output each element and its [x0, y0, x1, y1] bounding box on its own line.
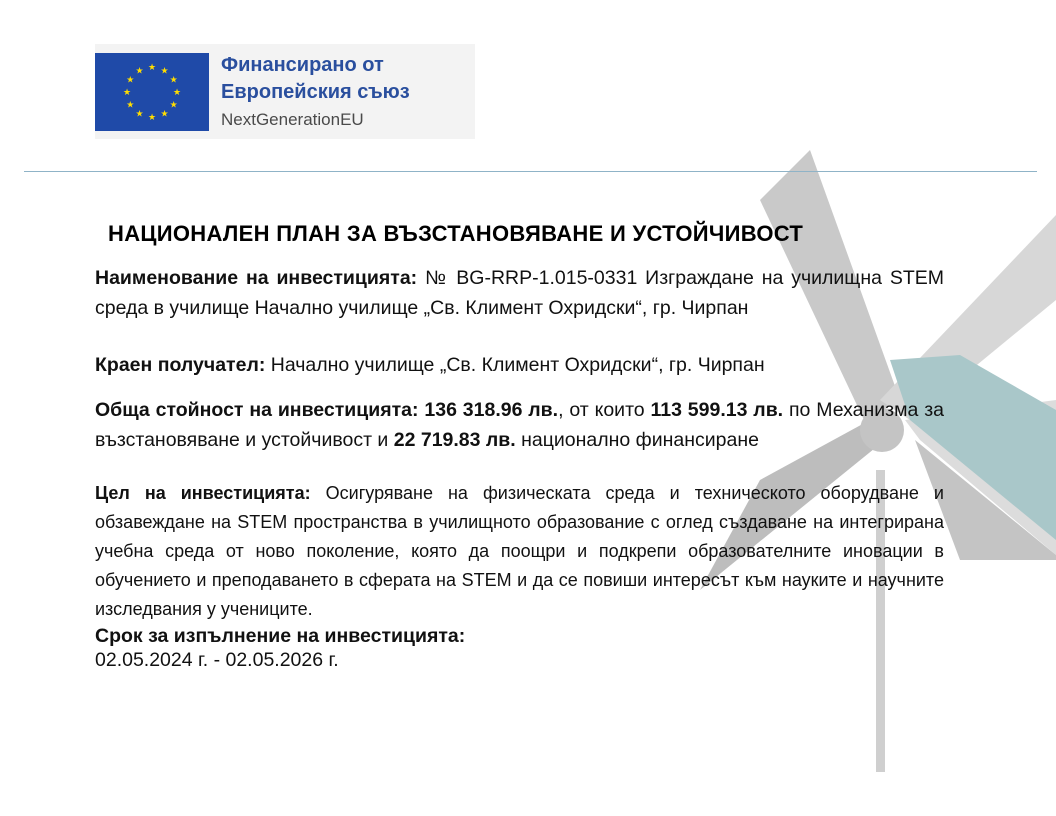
eu-star-icon: ★ [160, 109, 169, 120]
investment-name-label: Наименование на инвестицията: [95, 267, 418, 289]
total-value [95, 395, 944, 455]
eu-star-icon: ★ [147, 63, 157, 73]
total-value-text-3: национално финансиране [515, 429, 759, 451]
eu-star-icon: ★ [126, 75, 135, 86]
total-value-text-1: , от които [558, 399, 651, 421]
investment-name [95, 263, 944, 323]
eu-funding-logo [95, 44, 475, 139]
logo-line-funded: Финансирано от [221, 54, 384, 76]
eu-star-icon: ★ [147, 113, 157, 123]
logo-line-eu: Европейския съюз [221, 81, 410, 103]
deadline-value: 02.05.2024 г. - 02.05.2026 г. [95, 649, 339, 671]
investment-name-value: № BG-RRP-1.015-0331 Изграждане на училищна STEM среда в училище Начално училище „Св. Климент Охридски“, гр. Чирпан [95, 267, 944, 319]
mechanism-amount: 113 599.13 лв. [650, 399, 784, 421]
logo-line-nextgen: NextGenerationEU [221, 110, 364, 129]
final-recipient-label: Краен получател: [95, 354, 266, 376]
page-title: НАЦИОНАЛЕН ПЛАН ЗА ВЪЗСТАНОВЯВАНЕ И УСТОЙЧИВОСТ [108, 221, 804, 246]
total-value-label: Обща стойност на инвестицията: [95, 399, 419, 421]
national-amount: 22 719.83 лв. [393, 429, 516, 451]
final-recipient-value: Начално училище „Св. Климент Охридски“, гр. Чирпан [265, 354, 765, 376]
goal-label: Цел на инвестицията: [95, 483, 311, 503]
document-body [95, 263, 944, 672]
eu-star-icon: ★ [122, 88, 132, 98]
total-value-amount: 136 318.96 лв. [418, 399, 559, 421]
goal-value: Осигуряване на физическата среда и техническото оборудване и обзавеждане на STEM пространства в училищното образование с оглед създаване на интегрирана учебна среда от ново поколение, която да поощри и подкрепи образователните иновации в обучението и преподаването в сферата на STEM и да се повиши интересът към науките и научните изследвания у учениците. [95, 483, 944, 619]
final-recipient [95, 350, 944, 380]
eu-star-icon: ★ [135, 66, 144, 77]
eu-flag-icon [95, 53, 209, 131]
eu-star-icon: ★ [126, 100, 135, 111]
deadline-label: Срок за изпълнение на инвестицията: [95, 625, 466, 647]
header-divider [24, 171, 1037, 172]
eu-star-icon: ★ [169, 75, 178, 86]
investment-goal [95, 479, 944, 624]
eu-star-icon: ★ [160, 66, 169, 77]
eu-star-icon: ★ [135, 109, 144, 120]
eu-star-icon: ★ [169, 100, 178, 111]
total-value-text-2: по Механизма за възстановяване и устойчивост и [95, 399, 944, 451]
eu-star-icon: ★ [172, 88, 182, 98]
